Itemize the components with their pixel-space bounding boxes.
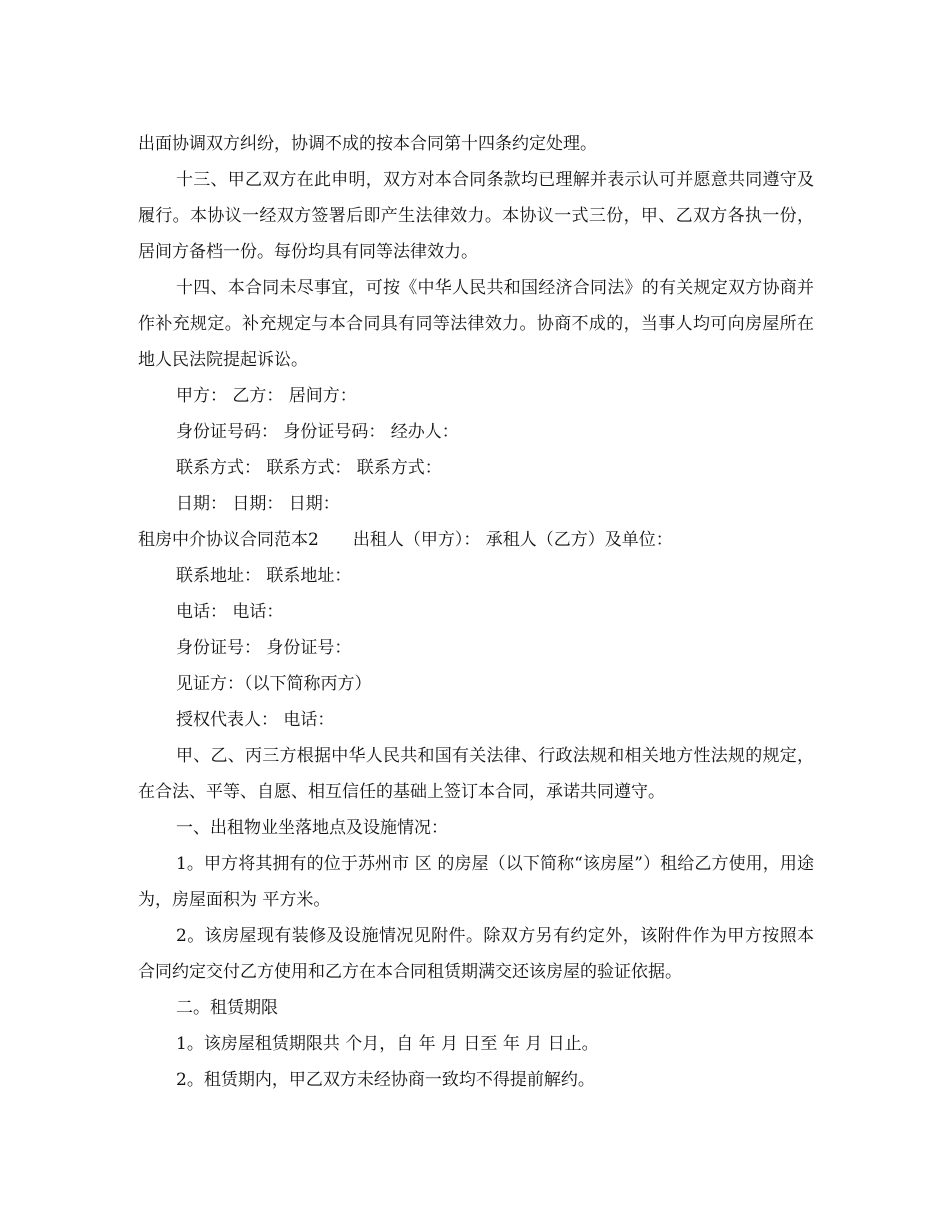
paragraph-preamble: 甲、乙、丙三方根据中华人民共和国有关法律、行政法规和相关地方性法规的规定，在合法、平等、自愿、相互信任的基础上签订本合同，承诺共同遵守。 <box>138 746 814 802</box>
section-1-heading: 一、出租物业坐落地点及设施情况： <box>176 818 448 838</box>
paragraph-clause-14: 十四、本合同未尽事宜，可按《中华人民共和国经济合同法》的有关规定双方协商并作补充规定。补充规定与本合同具有同等法律效力。协商不成的，当事人均可向房屋所在地人民法院提起诉讼。 <box>138 278 814 370</box>
paragraph-clause-13: 十三、甲乙双方在此申明，双方对本合同条款均已理解并表示认可并愿意共同遵守及履行。本协议一经双方签署后即产生法律效力。本协议一式三份，甲、乙双方各执一份，居间方备档一份。每份均具有同等法律效力。 <box>138 170 814 262</box>
paragraph-2-1: 1。该房屋租赁期限共 个月，自 年 月 日至 年 月 日止。 <box>176 1034 599 1054</box>
contact-address-line: 联系地址： 联系地址： <box>176 566 352 586</box>
template-2-heading-line: 租房中介协议合同范本2 出租人（甲方）： 承租人（乙方）及单位： <box>138 530 673 550</box>
paragraph-dispute-handling: 出面协调双方纠纷，协调不成的按本合同第十四条约定处理。 <box>138 134 597 154</box>
section-2-heading: 二。租赁期限 <box>176 998 278 1018</box>
paragraph-1-2: 2。该房屋现有装修及设施情况见附件。除双方另有约定外，该附件作为甲方按照本合同约定交付乙方使用和乙方在本合同租赁期满交还该房屋的验证依据。 <box>138 926 814 982</box>
signature-parties-line: 甲方： 乙方： 居间方： <box>176 386 357 406</box>
authorized-representative-line: 授权代表人： 电话： <box>176 710 335 730</box>
paragraph-2-2: 2。租赁期内，甲乙双方未经协商一致均不得提前解约。 <box>176 1070 595 1090</box>
id-number-line: 身份证号： 身份证号： <box>176 638 352 658</box>
phone-line: 电话： 电话： <box>176 602 284 622</box>
signature-contact-line: 联系方式： 联系方式： 联系方式： <box>176 458 442 478</box>
paragraph-1-1: 1。甲方将其拥有的位于苏州市 区 的房屋（以下简称“该房屋”）租给乙方使用，用途为，房屋面积为 平方米。 <box>138 854 814 910</box>
witness-line: 见证方：（以下简称丙方） <box>176 674 372 694</box>
signature-date-line: 日期： 日期： 日期： <box>176 494 340 514</box>
document-body <box>138 126 814 1098</box>
signature-id-line: 身份证号码： 身份证号码： 经办人： <box>176 422 459 442</box>
